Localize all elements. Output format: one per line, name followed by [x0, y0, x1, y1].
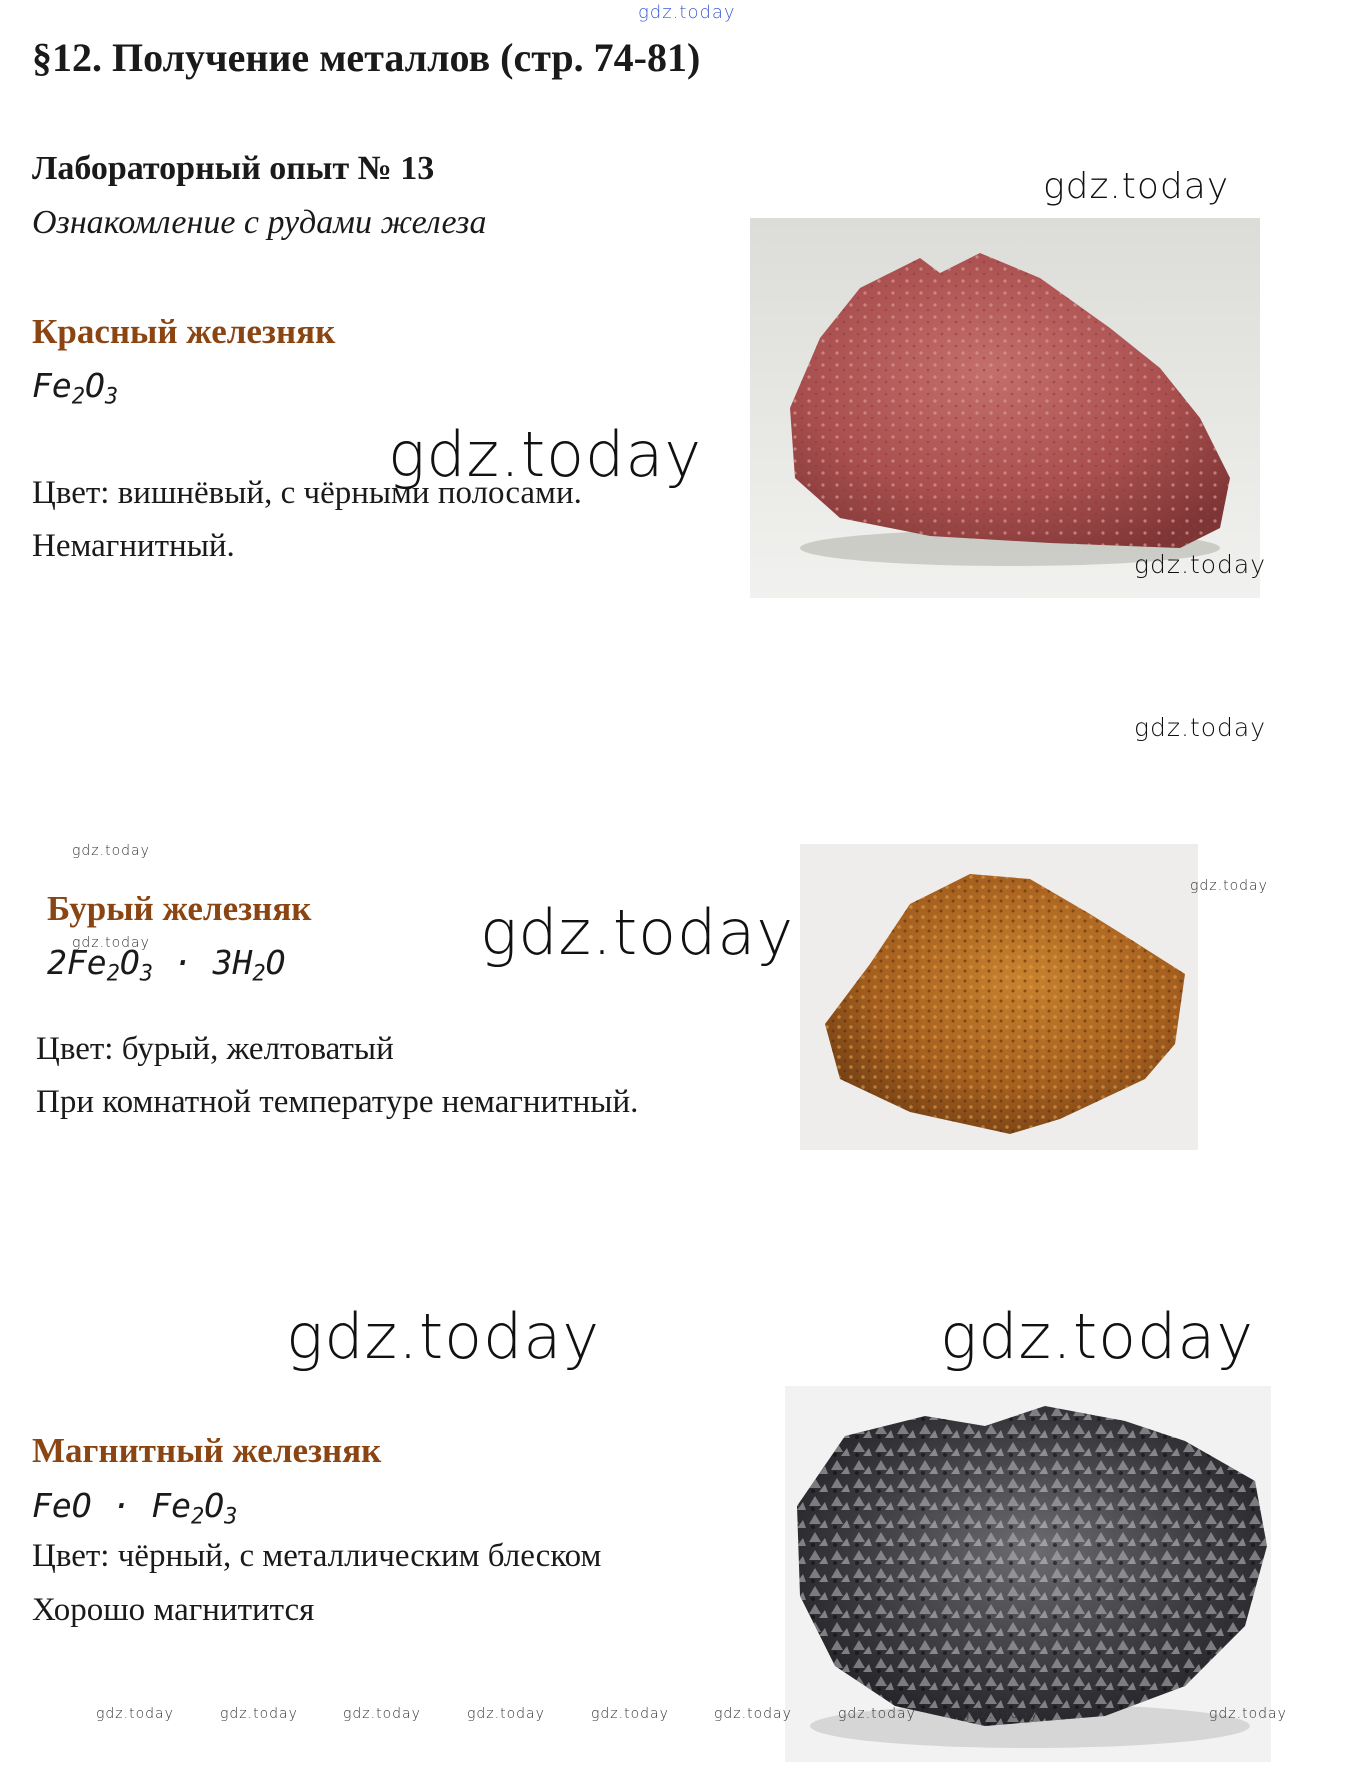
watermark: gdz.today	[1134, 550, 1267, 579]
watermark: gdz.today	[72, 843, 150, 859]
watermark: gdz.today	[96, 1706, 174, 1722]
watermark: gdz.today	[838, 1706, 916, 1722]
watermark: gdz.today	[286, 1300, 601, 1373]
page-title: §12. Получение металлов (стр. 74-81)	[32, 35, 701, 80]
watermark: gdz.today	[714, 1706, 792, 1722]
ore-color-magnetite: Цвет: чёрный, с металлическим блеском	[32, 1538, 602, 1574]
watermark: gdz.today	[591, 1706, 669, 1722]
watermark: gdz.today	[467, 1706, 545, 1722]
top-watermark: gdz.today	[638, 2, 736, 23]
watermark: gdz.today	[1134, 713, 1267, 742]
ore-name-brown: Бурый железняк	[47, 889, 312, 928]
watermark: gdz.today	[1209, 1706, 1287, 1722]
watermark: gdz.today	[480, 896, 795, 969]
limonite-photo	[800, 844, 1198, 1150]
lab-title: Лабораторный опыт № 13	[32, 150, 435, 187]
ore-formula-brown: $2Fe_2O_3 \cdot 3H_2O$	[47, 943, 286, 987]
ore-color-brown: Цвет: бурый, желтоватый	[36, 1031, 394, 1067]
ore-magnetism-red: Немагнитный.	[32, 528, 235, 564]
watermark: gdz.today	[961, 1706, 1039, 1722]
ore-formula-red: $Fe_2O_3$	[32, 366, 119, 410]
ore-name-red: Красный железняк	[32, 312, 336, 351]
ore-name-magnetite: Магнитный железняк	[32, 1431, 382, 1470]
watermark: gdz.today	[388, 418, 703, 491]
watermark: gdz.today	[220, 1706, 298, 1722]
watermark: gdz.today	[1190, 878, 1268, 894]
lab-subtitle: Ознакомление с рудами железа	[32, 204, 487, 241]
watermark: gdz.today	[72, 935, 150, 951]
ore-color-red: Цвет: вишнёвый, с чёрными полосами.	[32, 475, 582, 511]
watermark: gdz.today	[1043, 166, 1230, 207]
ore-magnetism-magnetite: Хорошо магнитится	[32, 1592, 315, 1628]
red-hematite-photo	[750, 218, 1260, 598]
ore-magnetism-brown: При комнатной температуре немагнитный.	[36, 1084, 639, 1120]
watermark: gdz.today	[940, 1300, 1255, 1373]
watermark: gdz.today	[343, 1706, 421, 1722]
ore-formula-magnetite: FeO · $Fe_2O_3$	[32, 1486, 238, 1530]
